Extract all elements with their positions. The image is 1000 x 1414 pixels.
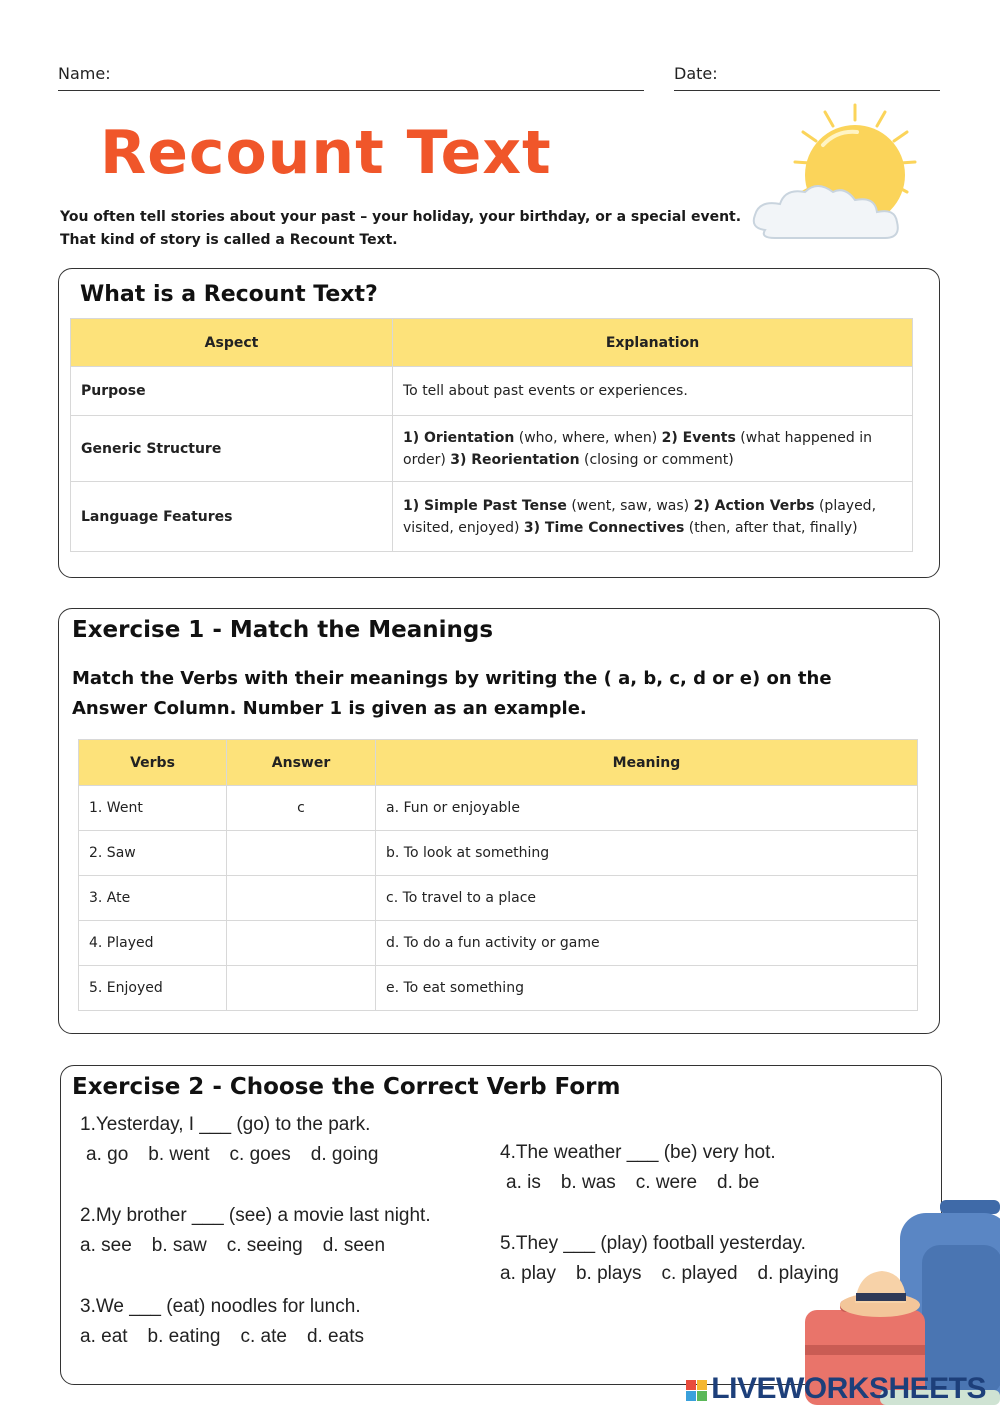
option[interactable]: a. eat xyxy=(80,1326,128,1347)
exercise1-instruction-2: Answer Column. Number 1 is given as an example. xyxy=(72,698,587,719)
explanation-cell xyxy=(393,367,913,416)
option[interactable]: b. saw xyxy=(151,1235,207,1256)
option[interactable]: a. play xyxy=(500,1263,556,1284)
question-2: 2.My brother ___ (see) a movie last night. xyxy=(80,1205,431,1226)
logo-text: LIVEWORKSHEETS xyxy=(711,1372,986,1405)
options-1 xyxy=(86,1144,398,1166)
page-title: Recount Text xyxy=(100,118,552,188)
verb-cell: 2. Saw xyxy=(79,831,227,876)
option[interactable]: d. be xyxy=(717,1172,760,1193)
header-meaning: Meaning xyxy=(376,740,918,786)
name-label: Name: xyxy=(58,64,111,83)
aspect-cell: Generic Structure xyxy=(71,416,393,482)
date-label: Date: xyxy=(674,64,718,83)
logo-mark-icon xyxy=(686,1380,707,1401)
options-2 xyxy=(80,1235,405,1257)
explanation-text: (played, visited, enjoyed) xyxy=(403,497,877,536)
option[interactable]: b. plays xyxy=(575,1263,642,1284)
question-5: 5.They ___ (play) football yesterday. xyxy=(500,1233,806,1254)
explanation-text: (went, saw, was) xyxy=(566,497,694,514)
table-row xyxy=(79,921,918,966)
verb-cell: 1. Went xyxy=(79,786,227,831)
verb-cell: 3. Ate xyxy=(79,876,227,921)
option[interactable]: a. see xyxy=(80,1235,132,1256)
explanation-text: To tell about past events or experiences. xyxy=(403,383,688,399)
verb-cell: 5. Enjoyed xyxy=(79,966,227,1011)
explanation-text: 3) Time Connectives xyxy=(523,519,685,536)
table-row xyxy=(79,876,918,921)
definition-table xyxy=(70,318,913,552)
answer-field[interactable] xyxy=(227,921,376,966)
question-4: 4.The weather ___ (be) very hot. xyxy=(500,1142,776,1163)
option[interactable]: b. eating xyxy=(147,1326,221,1347)
verb-cell: 4. Played xyxy=(79,921,227,966)
liveworksheets-logo xyxy=(686,1372,986,1406)
name-input-line[interactable] xyxy=(58,90,644,91)
exercise1-instruction-1: Match the Verbs with their meanings by writing the ( a, b, c, d or e) on the xyxy=(72,668,832,689)
explanation-cell xyxy=(393,416,913,482)
exercise1-title: Exercise 1 - Match the Meanings xyxy=(72,617,494,643)
header-verbs: Verbs xyxy=(79,740,227,786)
explanation-text: (who, where, when) xyxy=(514,429,662,446)
option[interactable]: c. were xyxy=(635,1172,698,1193)
table-row xyxy=(71,416,913,482)
option[interactable]: d. playing xyxy=(757,1263,839,1284)
answer-field[interactable] xyxy=(227,966,376,1011)
exercise2-title: Exercise 2 - Choose the Correct Verb Form xyxy=(72,1074,621,1100)
table-row xyxy=(71,367,913,416)
match-table xyxy=(78,739,918,1011)
meaning-cell: a. Fun or enjoyable xyxy=(376,786,918,831)
explanation-text: 3) Reorientation xyxy=(450,451,580,468)
option[interactable]: c. seeing xyxy=(226,1235,303,1256)
meaning-cell: e. To eat something xyxy=(376,966,918,1011)
explanation-text: (what happened in order) xyxy=(403,429,873,468)
option[interactable]: a. go xyxy=(86,1144,129,1165)
header-aspect: Aspect xyxy=(71,319,393,367)
option[interactable]: d. going xyxy=(310,1144,379,1165)
explanation-text: 1) Orientation xyxy=(403,429,515,446)
intro-line-1: You often tell stories about your past – your holiday, your birthday, or a special event. xyxy=(60,209,742,225)
explanation-text: (closing or comment) xyxy=(579,451,734,468)
answer-field[interactable] xyxy=(227,831,376,876)
answer-field[interactable]: c xyxy=(227,786,376,831)
table-row xyxy=(79,966,918,1011)
aspect-cell: Language Features xyxy=(71,482,393,552)
table-row xyxy=(79,786,918,831)
header-explanation: Explanation xyxy=(393,319,913,367)
option[interactable]: c. ate xyxy=(240,1326,287,1347)
table-row xyxy=(79,831,918,876)
option[interactable]: d. eats xyxy=(306,1326,364,1347)
explanation-cell xyxy=(393,482,913,552)
option[interactable]: a. is xyxy=(506,1172,541,1193)
header-answer: Answer xyxy=(227,740,376,786)
question-1: 1.Yesterday, I ___ (go) to the park. xyxy=(80,1114,371,1135)
intro-line-2: That kind of story is called a Recount Text. xyxy=(60,232,398,248)
section1-title: What is a Recount Text? xyxy=(80,282,378,307)
explanation-text: 2) Action Verbs xyxy=(693,497,815,514)
options-4 xyxy=(506,1172,779,1194)
explanation-text: 1) Simple Past Tense xyxy=(403,497,567,514)
option[interactable]: b. was xyxy=(560,1172,616,1193)
meaning-cell: b. To look at something xyxy=(376,831,918,876)
table-row xyxy=(71,482,913,552)
explanation-text: 2) Events xyxy=(661,429,736,446)
answer-field[interactable] xyxy=(227,876,376,921)
option[interactable]: c. played xyxy=(661,1263,738,1284)
option[interactable]: d. seen xyxy=(322,1235,386,1256)
sun-cloud-icon xyxy=(745,100,945,250)
option[interactable]: c. goes xyxy=(229,1144,291,1165)
meaning-cell: d. To do a fun activity or game xyxy=(376,921,918,966)
aspect-cell: Purpose xyxy=(71,367,393,416)
options-3 xyxy=(80,1326,384,1348)
option[interactable]: b. went xyxy=(148,1144,210,1165)
question-3: 3.We ___ (eat) noodles for lunch. xyxy=(80,1296,361,1317)
meaning-cell: c. To travel to a place xyxy=(376,876,918,921)
date-input-line[interactable] xyxy=(674,90,940,91)
explanation-text: (then, after that, finally) xyxy=(684,519,858,536)
